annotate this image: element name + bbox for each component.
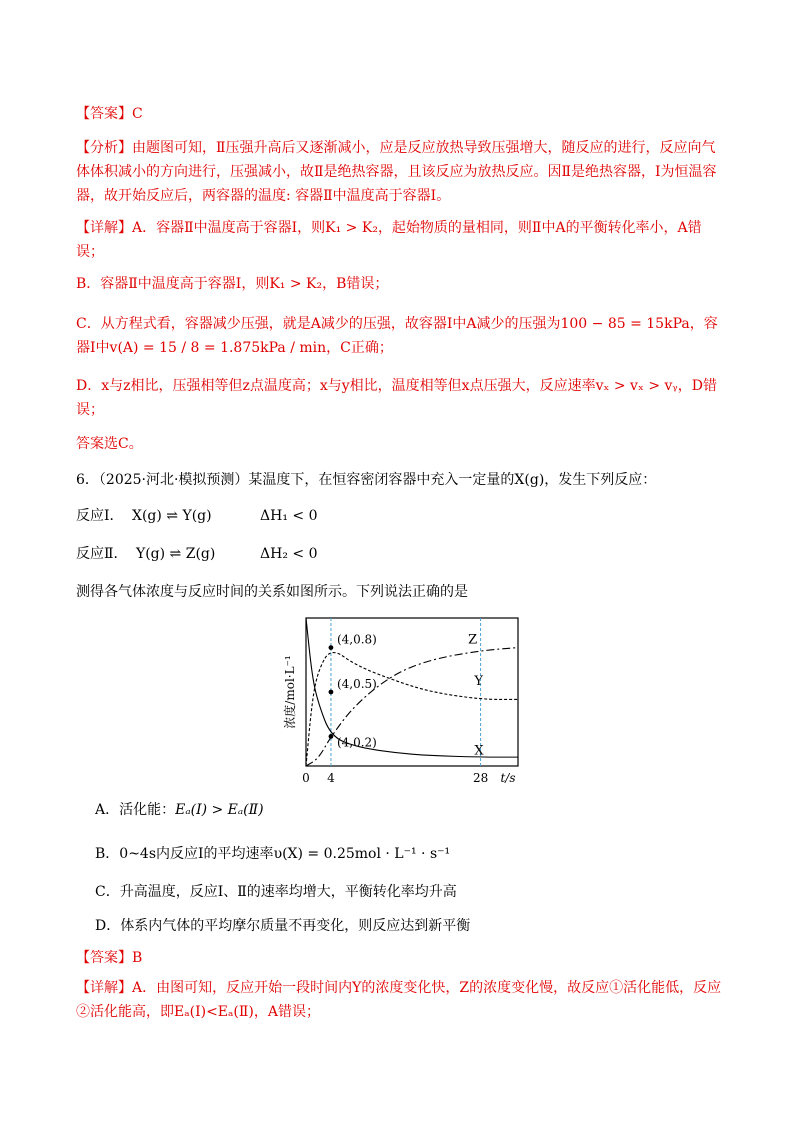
- annotation-point-1: [329, 645, 334, 650]
- annotation-label-3: (4,0.2): [336, 735, 377, 750]
- question-stem: 6．（2025·河北·模拟预测）某温度下，在恒容密闭容器中充入一定量的X(g)，发生下列反应：: [76, 472, 657, 488]
- detail-conclusion: 答案选C。: [76, 436, 143, 452]
- y-axis-label: 浓度/mol·L⁻¹: [283, 655, 297, 729]
- detail2-paragraph: [76, 976, 726, 1024]
- option-a-math: Eₐ(Ⅰ) > Eₐ(Ⅱ): [175, 802, 264, 818]
- detail-c-math1: 100 − 85 = 15kPa: [560, 316, 690, 332]
- detail-a-post: ，起始物质的量相同，则Ⅱ中A的平衡转化率小，A错误；: [76, 220, 702, 260]
- detail-c-post: ，C正确；: [326, 340, 393, 356]
- option-b-text: B．0~4s内反应Ⅰ的平均速率: [95, 846, 274, 862]
- answer-heading: 【答案】C: [76, 106, 143, 122]
- x-tick-label-28: 28: [472, 771, 489, 785]
- analysis-label: 【分析】: [76, 140, 132, 156]
- annotation-point-3: [329, 734, 334, 739]
- option-b: [95, 844, 450, 864]
- reaction-1-enthalpy: ΔH₁ < 0: [260, 508, 318, 524]
- reaction-1: [76, 506, 318, 526]
- option-c: C．升高温度，反应Ⅰ、Ⅱ的速率均增大，平衡转化率均升高: [95, 884, 457, 900]
- reaction-2: [76, 544, 318, 564]
- detail-b-pre: B．容器Ⅱ中温度高于容器Ⅰ，则: [76, 276, 270, 292]
- detail2-pre: A．由图可知，反应开始一段时间内Y的浓度变化快，Z的浓度变化慢，故反应①活化能低，反应②活化能高，即: [76, 980, 722, 1020]
- detail-c-math2: v(A) = 15 / 8 = 1.875kPa / min: [109, 340, 327, 356]
- reaction-2-equation: Y(g) ⇌ Z(g): [135, 546, 216, 562]
- annotation-label-1: (4,0.8): [336, 632, 377, 647]
- detail-c-pre: C．从方程式看，容器减少压强，就是A减少的压强，故容器Ⅰ中A减少的压强为: [76, 316, 561, 332]
- x-tick-label-0: 0: [302, 771, 310, 785]
- x-axis-label: t/s: [500, 771, 516, 785]
- reaction-2-label: 反应Ⅱ．: [76, 546, 128, 562]
- annotation-point-2: [329, 690, 334, 695]
- analysis-text: 由题图可知，Ⅱ压强升高后又逐渐减小，应是反应放热导致压强增大，随反应的进行，反应向气体体积减小的方向进行，压强减小，故Ⅱ是绝热容器，且该反应为放热反应。因Ⅱ是绝热容器，Ⅰ为恒温容器，故开始反应后，两容器的温度: 容器Ⅱ中温度高于容器Ⅰ。: [76, 140, 717, 204]
- detail2-post: ，A错误；: [253, 1004, 320, 1020]
- option-a: [95, 800, 264, 820]
- detail-label: 【详解】: [76, 220, 132, 236]
- detail-c-paragraph: [76, 312, 726, 360]
- option-a-text: A．活化能：: [95, 802, 176, 818]
- detail-a-pre: A．容器Ⅱ中温度高于容器Ⅰ，则: [132, 220, 326, 236]
- detail-d-pre: D．x与z相比，压强相等但z点温度高；x与y相比，温度相等但x点压强大，反应速率: [76, 378, 596, 394]
- reaction-1-label: 反应Ⅰ．: [76, 508, 124, 524]
- analysis-paragraph: [76, 136, 726, 208]
- answer2-heading: 【答案】B: [76, 950, 143, 966]
- option-d: D．体系内气体的平均摩尔质量不再变化，则反应达到新平衡: [95, 918, 471, 934]
- detail2-math: Eₐ(Ⅰ)<Eₐ(Ⅱ): [174, 1004, 254, 1020]
- reaction-1-equation: X(g) ⇌ Y(g): [131, 508, 212, 524]
- series-label-z: Z: [468, 632, 478, 648]
- detail-c-mid: ，容器Ⅰ中: [76, 316, 718, 356]
- detail-b-line: [76, 274, 388, 294]
- detail-b-math: K₁ > K₂: [269, 276, 323, 292]
- annotation-label-2: (4,0.5): [336, 677, 377, 691]
- detail2-label: 【详解】: [76, 980, 132, 996]
- detail-d-math: vₓ > vₓ > vᵧ: [595, 378, 678, 394]
- detail-d-paragraph: [76, 374, 726, 422]
- reaction-2-enthalpy: ΔH₂ < 0: [260, 546, 318, 562]
- detail-b-post: ，B错误；: [322, 276, 389, 292]
- detail-a-math: K₁ > K₂: [325, 220, 378, 236]
- detail-d-post: ，D错误；: [76, 378, 717, 418]
- x-tick-label-4: 4: [327, 771, 335, 785]
- question-prompt: 测得各气体浓度与反应时间的关系如图所示。下列说法正确的是: [76, 584, 468, 600]
- series-label-x: X: [474, 743, 484, 759]
- option-b-math: υ(X) = 0.25mol · L⁻¹ · s⁻¹: [273, 846, 451, 862]
- series-label-y: Y: [474, 674, 483, 690]
- detail-a-paragraph: [76, 216, 726, 264]
- concentration-time-chart: [270, 612, 530, 792]
